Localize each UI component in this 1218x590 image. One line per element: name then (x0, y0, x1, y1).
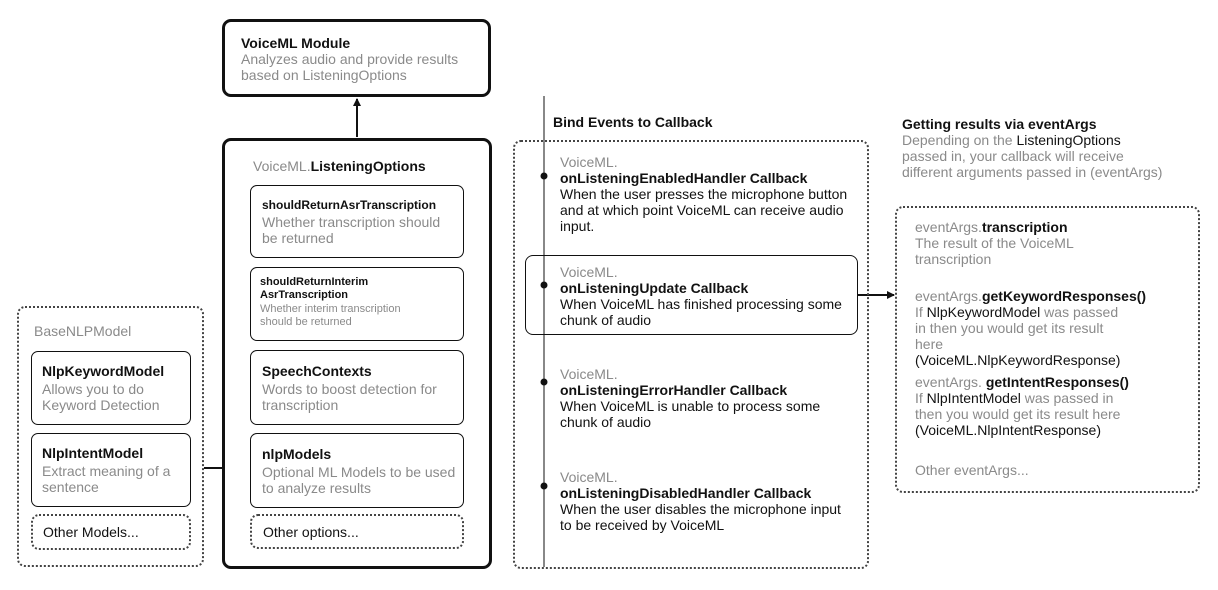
callback-prefix: VoiceML. (560, 469, 618, 485)
callback-update (560, 264, 850, 328)
callback-prefix: VoiceML. (560, 264, 618, 280)
base-nlp-model-title: BaseNLPModel (34, 323, 132, 339)
option-name: SpeechContexts (262, 363, 372, 379)
nlp-intent-model-box (31, 433, 191, 507)
other-options-label: Other options... (263, 524, 359, 540)
model-name: NlpIntentModel (42, 445, 144, 461)
results-header (902, 116, 1207, 180)
event-arg-transcription: eventArgs.transcription The result of the VoiceML transcription (915, 219, 1185, 267)
callback-description: When VoiceML is unable to process some chunk of audio (560, 398, 821, 430)
option-should-return-interim-asr-transcription (250, 267, 464, 341)
callback-prefix: VoiceML. (560, 154, 618, 170)
callback-name: onListeningEnabledHandler Callback (560, 170, 808, 186)
voiceml-module-box (222, 19, 491, 97)
option-description: Optional ML Models to be used to analyze results (262, 464, 456, 496)
event-arg-get-keyword-responses: eventArgs.getKeywordResponses() If NlpKeywordModel was passed in then you would get its result here (VoiceML.NlpKeywordResponse) (915, 288, 1147, 368)
listening-options-title: VoiceML.ListeningOptions (253, 158, 426, 174)
option-description: Whether interim transcription should be returned (260, 303, 401, 328)
bind-events-title: Bind Events to Callback (553, 114, 713, 130)
event-arg-description: The result of the VoiceML transcription (915, 235, 1074, 267)
callback-prefix: VoiceML. (560, 366, 618, 382)
nlp-keyword-model-box (31, 351, 191, 425)
model-name: NlpKeywordModel (42, 363, 165, 379)
event-args-box (895, 206, 1200, 493)
voiceml-module-title: VoiceML Module (241, 35, 351, 51)
results-title: Getting results via eventArgs (902, 116, 1097, 132)
model-description: Extract meaning of a sentence (42, 463, 171, 495)
callback-disabled (560, 469, 850, 533)
callback-name: onListeningUpdate Callback (560, 280, 749, 296)
callback-description: When the user disables the microphone input to be received by VoiceML (560, 501, 841, 533)
callback-error (560, 366, 850, 430)
option-name: nlpModels (262, 446, 332, 462)
voiceml-module-description: Analyzes audio and provide results based on ListeningOptions (241, 51, 459, 83)
event-arg-description: If NlpKeywordModel was passed in then you would get its result here (VoiceML.NlpKeywordResponse) (915, 304, 1121, 368)
base-nlp-model-box (17, 306, 204, 567)
option-name: shouldReturnAsrTranscription (262, 198, 437, 212)
other-event-args-label: Other eventArgs... (915, 462, 1029, 478)
listening-options-box (222, 138, 492, 569)
other-models-label: Other Models... (43, 524, 139, 540)
option-speech-contexts (250, 350, 464, 425)
option-name: shouldReturnInterim AsrTranscription (260, 276, 369, 301)
other-options-box (250, 514, 464, 549)
callback-name: onListeningDisabledHandler Callback (560, 485, 812, 501)
option-description: Words to boost detection for transcription (262, 381, 437, 413)
option-description: Whether transcription should be returned (262, 214, 441, 246)
results-intro: Depending on the ListeningOptions passed in, your callback will receive different arguments passed in (eventArgs) (902, 132, 1163, 180)
event-arg-get-intent-responses: eventArgs. getIntentResponses() If NlpIntentModel was passed in then you would get its result here (VoiceML.NlpIntentResponse) (915, 374, 1129, 438)
callback-enabled (560, 154, 850, 234)
event-arg-description: If NlpIntentModel was passed in then you would get its result here (VoiceML.NlpIntentResponse) (915, 390, 1121, 438)
model-description: Allows you to do Keyword Detection (42, 381, 160, 413)
callback-description: When VoiceML has finished processing some chunk of audio (560, 296, 842, 328)
callback-description: When the user presses the microphone button and at which point VoiceML can receive audio input. (560, 186, 848, 234)
option-should-return-asr-transcription (250, 185, 464, 258)
other-models-box (31, 514, 191, 550)
option-nlp-models (250, 433, 464, 508)
callback-name: onListeningErrorHandler Callback (560, 382, 788, 398)
